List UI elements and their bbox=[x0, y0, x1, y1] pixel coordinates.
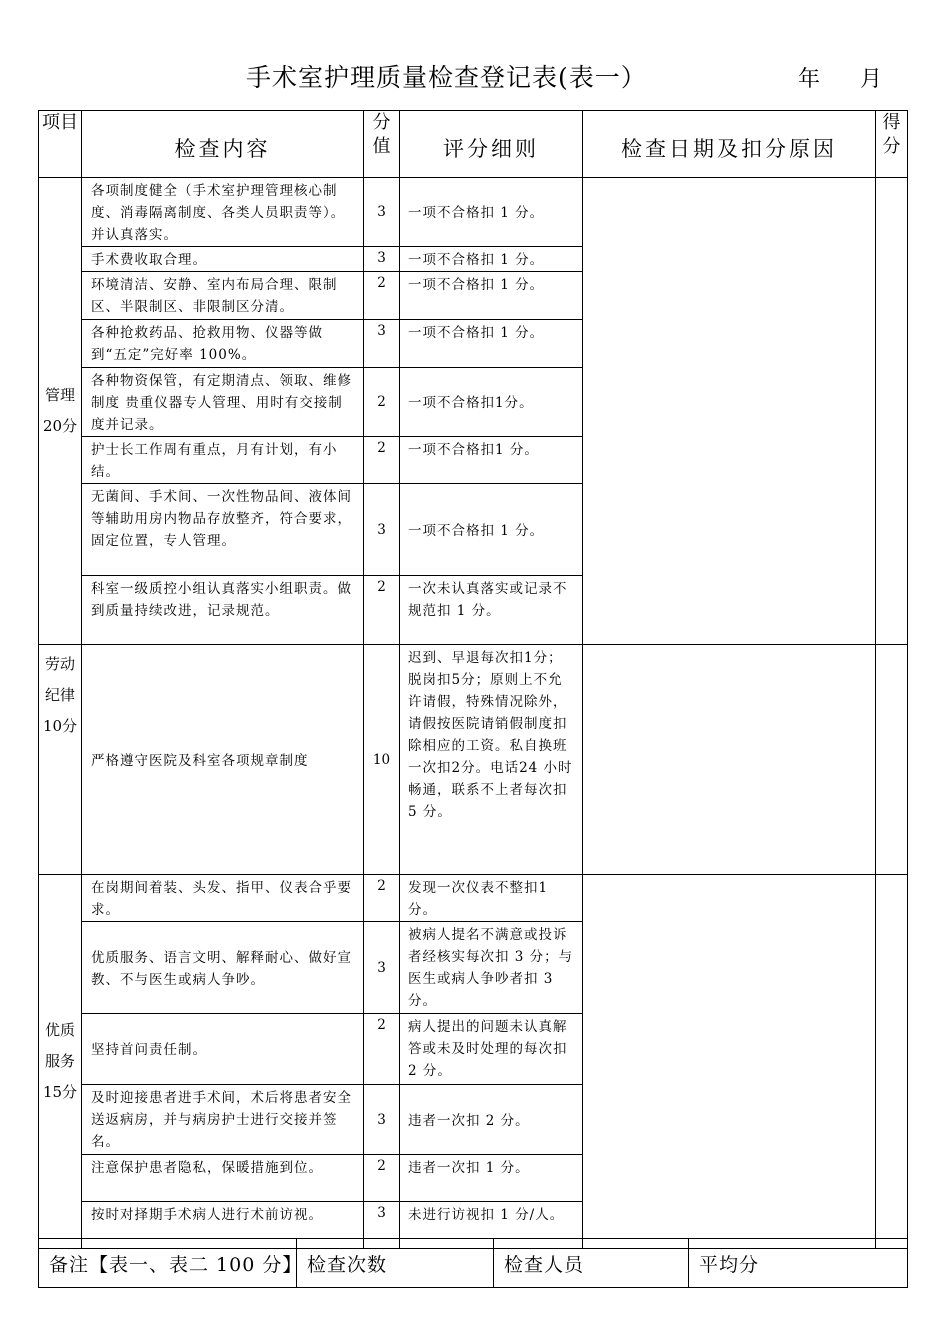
date-reason-cell[interactable] bbox=[583, 875, 876, 1249]
scoring-rule: 违者一次扣 2 分。 bbox=[400, 1085, 583, 1155]
col-content-header: 检查内容 bbox=[82, 111, 364, 178]
title-row bbox=[0, 58, 950, 98]
check-content: 科室一级质控小组认真落实小组职责。做到质量持续改进，记录规范。 bbox=[82, 576, 364, 645]
scoring-rule: 一项不合格扣 1 分。 bbox=[400, 484, 583, 576]
col-result-header: 得分 bbox=[876, 111, 908, 178]
scoring-rule: 一次未认真落实或记录不规范扣 1 分。 bbox=[400, 576, 583, 645]
scoring-rule: 一项不合格扣 1 分。 bbox=[400, 178, 583, 247]
col-score-header: 分值 bbox=[364, 111, 400, 178]
footer-inspector[interactable]: 检查人员 bbox=[494, 1239, 689, 1288]
check-content: 坚持首问责任制。 bbox=[82, 1014, 364, 1085]
footer-table bbox=[38, 1238, 908, 1288]
scoring-rule: 一项不合格扣1 分。 bbox=[400, 437, 583, 484]
score-value: 2 bbox=[364, 272, 400, 320]
score-value: 2 bbox=[364, 368, 400, 437]
score-value: 3 bbox=[364, 320, 400, 368]
check-content: 无菌间、手术间、一次性物品间、液体间等辅助用房内物品存放整齐，符合要求，固定位置，专人管理。 bbox=[82, 484, 364, 576]
scoring-rule: 违者一次扣 1 分。 bbox=[400, 1155, 583, 1202]
col-item-header: 项目 bbox=[39, 111, 82, 178]
score-value: 2 bbox=[364, 1155, 400, 1202]
score-value: 3 bbox=[364, 247, 400, 272]
score-value: 3 bbox=[364, 922, 400, 1014]
footer-check-count[interactable]: 检查次数 bbox=[297, 1239, 494, 1288]
scoring-rule: 迟到、早退每次扣1分；脱岗扣5分；原则上不允许请假，特殊情况除外，请假按医院请销假制度扣除相应的工资。私自换班一次扣2分。电话24 小时畅通，联系不上者每次扣 5 分。 bbox=[400, 645, 583, 875]
scoring-rule: 被病人提名不满意或投诉者经核实每次扣 3 分；与医生或病人争吵者扣 3 分。 bbox=[400, 922, 583, 1014]
score-value: 3 bbox=[364, 484, 400, 576]
score-value: 3 bbox=[364, 1085, 400, 1155]
check-content: 手术费收取合理。 bbox=[82, 247, 364, 272]
score-value: 10 bbox=[364, 645, 400, 875]
footer-remark: 备注【表一、表二 100 分】 bbox=[39, 1239, 297, 1288]
footer-row bbox=[39, 1239, 908, 1288]
scoring-rule: 病人提出的问题未认真解答或未及时处理的每次扣 2 分。 bbox=[400, 1014, 583, 1085]
check-content: 护士长工作周有重点，月有计划，有小结。 bbox=[82, 437, 364, 484]
score-value: 3 bbox=[364, 178, 400, 247]
col-rule-header: 评分细则 bbox=[400, 111, 583, 178]
scoring-rule: 一项不合格扣 1 分。 bbox=[400, 272, 583, 320]
check-content: 各种物资保管，有定期清点、领取、维修制度 贵重仪器专人管理、用时有交接制度并记录。 bbox=[82, 368, 364, 437]
score-value: 2 bbox=[364, 437, 400, 484]
check-content: 按时对择期手术病人进行术前访视。 bbox=[82, 1202, 364, 1249]
check-content: 注意保护患者隐私，保暖措施到位。 bbox=[82, 1155, 364, 1202]
section-label-management: 管理20分 bbox=[39, 178, 82, 645]
result-cell[interactable] bbox=[876, 645, 908, 875]
year-label: 年 bbox=[798, 67, 821, 92]
footer-average[interactable]: 平均分 bbox=[689, 1239, 908, 1288]
check-content: 环境清洁、安静、室内布局合理、限制区、半限制区、非限制区分清。 bbox=[82, 272, 364, 320]
check-content: 及时迎接患者进手术间，术后将患者安全送返病房，并与病房护士进行交接并签名。 bbox=[82, 1085, 364, 1155]
table-row bbox=[39, 178, 908, 247]
col-date-reason-header: 检查日期及扣分原因 bbox=[583, 111, 876, 178]
section-label-discipline: 劳动纪律10分 bbox=[39, 645, 82, 875]
table-row bbox=[39, 875, 908, 922]
scoring-rule: 一项不合格扣1分。 bbox=[400, 368, 583, 437]
inspection-table bbox=[38, 110, 908, 1249]
score-value: 3 bbox=[364, 1202, 400, 1249]
date-reason-cell[interactable] bbox=[583, 178, 876, 645]
score-value: 2 bbox=[364, 1014, 400, 1085]
result-cell[interactable] bbox=[876, 178, 908, 645]
check-content: 各项制度健全（手术室护理管理核心制度、消毒隔离制度、各类人员职责等）。并认真落实。 bbox=[82, 178, 364, 247]
date-reason-cell[interactable] bbox=[583, 645, 876, 875]
result-cell[interactable] bbox=[876, 875, 908, 1249]
score-value: 2 bbox=[364, 875, 400, 922]
section-label-service: 优质服务15分 bbox=[39, 875, 82, 1249]
scoring-rule: 发现一次仪表不整扣1 分。 bbox=[400, 875, 583, 922]
check-content: 优质服务、语言文明、解释耐心、做好宣教、不与医生或病人争吵。 bbox=[82, 922, 364, 1014]
check-content: 在岗期间着装、头发、指甲、仪表合乎要求。 bbox=[82, 875, 364, 922]
check-content: 严格遵守医院及科室各项规章制度 bbox=[82, 645, 364, 875]
scoring-rule: 未进行访视扣 1 分/人。 bbox=[400, 1202, 583, 1249]
scoring-rule: 一项不合格扣 1 分。 bbox=[400, 320, 583, 368]
table-row bbox=[39, 645, 908, 875]
score-value: 2 bbox=[364, 576, 400, 645]
month-label: 月 bbox=[860, 67, 883, 92]
scoring-rule: 一项不合格扣 1 分。 bbox=[400, 247, 583, 272]
check-content: 各种抢救药品、抢救用物、仪器等做到“五定”完好率 100%。 bbox=[82, 320, 364, 368]
header-row bbox=[39, 111, 908, 178]
page-title: 手术室护理质量检查登记表(表一） bbox=[246, 63, 647, 92]
